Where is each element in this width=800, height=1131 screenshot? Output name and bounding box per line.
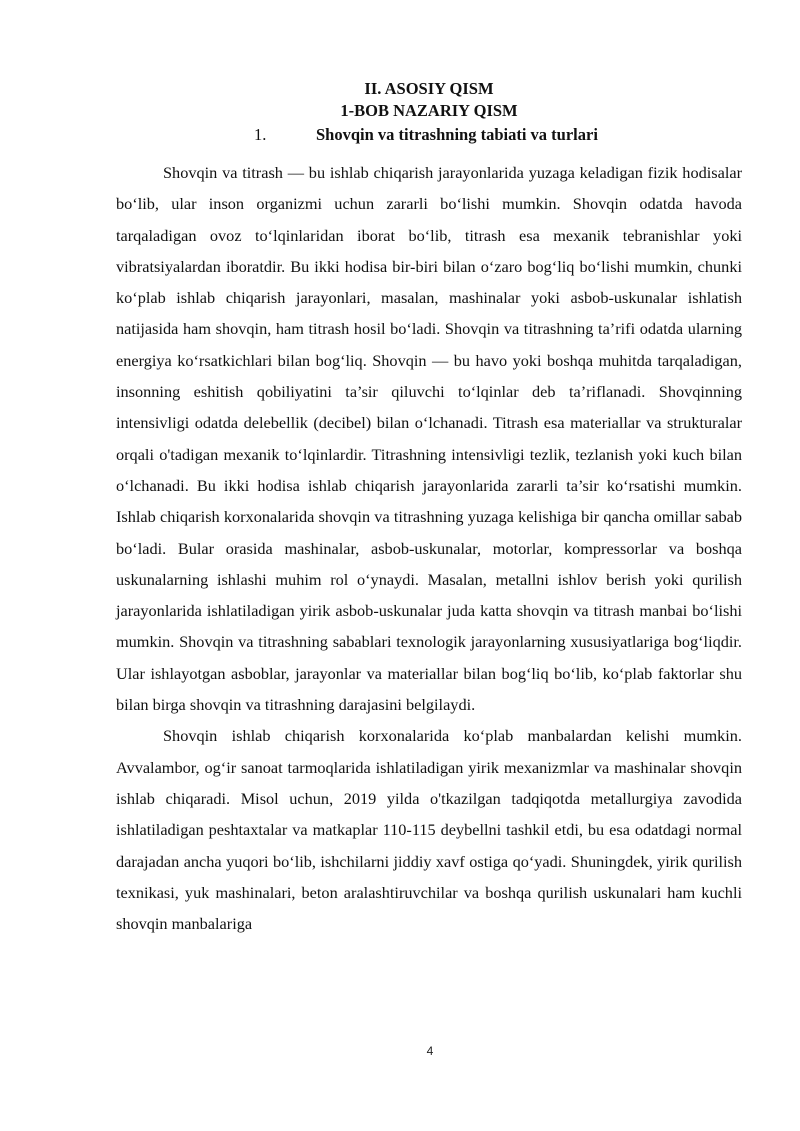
paragraph-2: Shovqin ishlab chiqarish korxonalarida ko‘plab manbalardan kelishi mumkin. Avvalambor, og‘ir sanoat tarmoqlarida ishlatiladigan yirik mexanizmlar va mashinalar shovqin ishlab chiqaradi. Misol uchun, 2019 yilda o'tkazilgan tadqiqotda metallurgiya zavodida ishlatiladigan peshtaxtalar va matkaplar 110-115 deybellni tashkil etdi, bu esa odatdagi normal darajadan ancha yuqori bo‘lib, ishchilarni jiddiy xavf ostiga qo‘yadi. Shuningdek, yirik qurilish texnikasi, yuk mashinalari, beton aralashtiruvchilar va boshqa qurilish uskunalari ham kuchli shovqin manbalariga bbox=[116, 726, 742, 934]
part-heading: II. ASOSIY QISM bbox=[364, 79, 494, 98]
body-text bbox=[116, 157, 742, 939]
section-title bbox=[254, 124, 754, 146]
chapter-heading: 1-BOB NAZARIY QISM bbox=[340, 101, 518, 120]
page-number: 4 bbox=[426, 1044, 434, 1058]
paragraph-1: Shovqin va titrash — bu ishlab chiqarish jarayonlarida yuzaga keladigan fizik hodisalar bo‘lib, ular inson organizmi uchun zararli bo‘lishi mumkin. Shovqin odatda havoda tarqaladigan ovoz to‘lqinlaridan iborat bo‘lib, titrash esa mexanik tebranishlar yoki vibratsiyalardan iboratdir. Bu ikki hodisa bir-biri bilan o‘zaro bog‘liq bo‘lishi mumkin, chunki ko‘plab ishlab chiqarish jarayonlari, masalan, mashinalar yoki asbob-uskunalar ishlatish natijasida ham shovqin, ham titrash hosil bo‘ladi. Shovqin va titrashning ta’rifi odatda ularning energiya ko‘rsatkichlari bilan bog‘liq. Shovqin — bu havo yoki boshqa muhitda tarqaladigan, insonning eshitish qobiliyatini ta’sir qiluvchi to‘lqinlar deb ta’riflanadi. Shovqinning intensivligi odatda delebellik (decibel) bilan o‘lchanadi. Titrash esa materiallar va strukturalar orqali o'tadigan mexanik to‘lqinlardir. Titrashning intensivligi tezlik, tezlanish yoki kuch bilan o‘lchanadi. Bu ikki hodisa ishlab chiqarish jarayonlarida zararli ta’sir ko‘rsatishi mumkin. Ishlab chiqarish korxonalarida shovqin va titrashning yuzaga kelishiga bir qancha omillar sabab bo‘ladi. Bular orasida mashinalar, asbob-uskunalar, motorlar, kompressorlar va boshqa uskunalarning ishlashi muhim rol o‘ynaydi. Masalan, metallni ishlov berish yoki qurilish jarayonlarida ishlatiladigan yirik asbob-uskunalar juda katta shovqin va titrash manbai bo‘lishi mumkin. Shovqin va titrashning sabablari texnologik jarayonlarning xususiyatlariga bog‘liqdir. Ular ishlayotgan asboblar, jarayonlar va materiallar bilan bog‘liq bo‘lib, ko‘plab faktorlar shu bilan birga shovqin va titrashning darajasini belgilaydi. bbox=[116, 163, 742, 715]
heading-block bbox=[116, 78, 742, 122]
section-title-text: Shovqin va titrashning tabiati va turlari bbox=[316, 125, 598, 144]
section-number: 1. bbox=[254, 125, 267, 144]
